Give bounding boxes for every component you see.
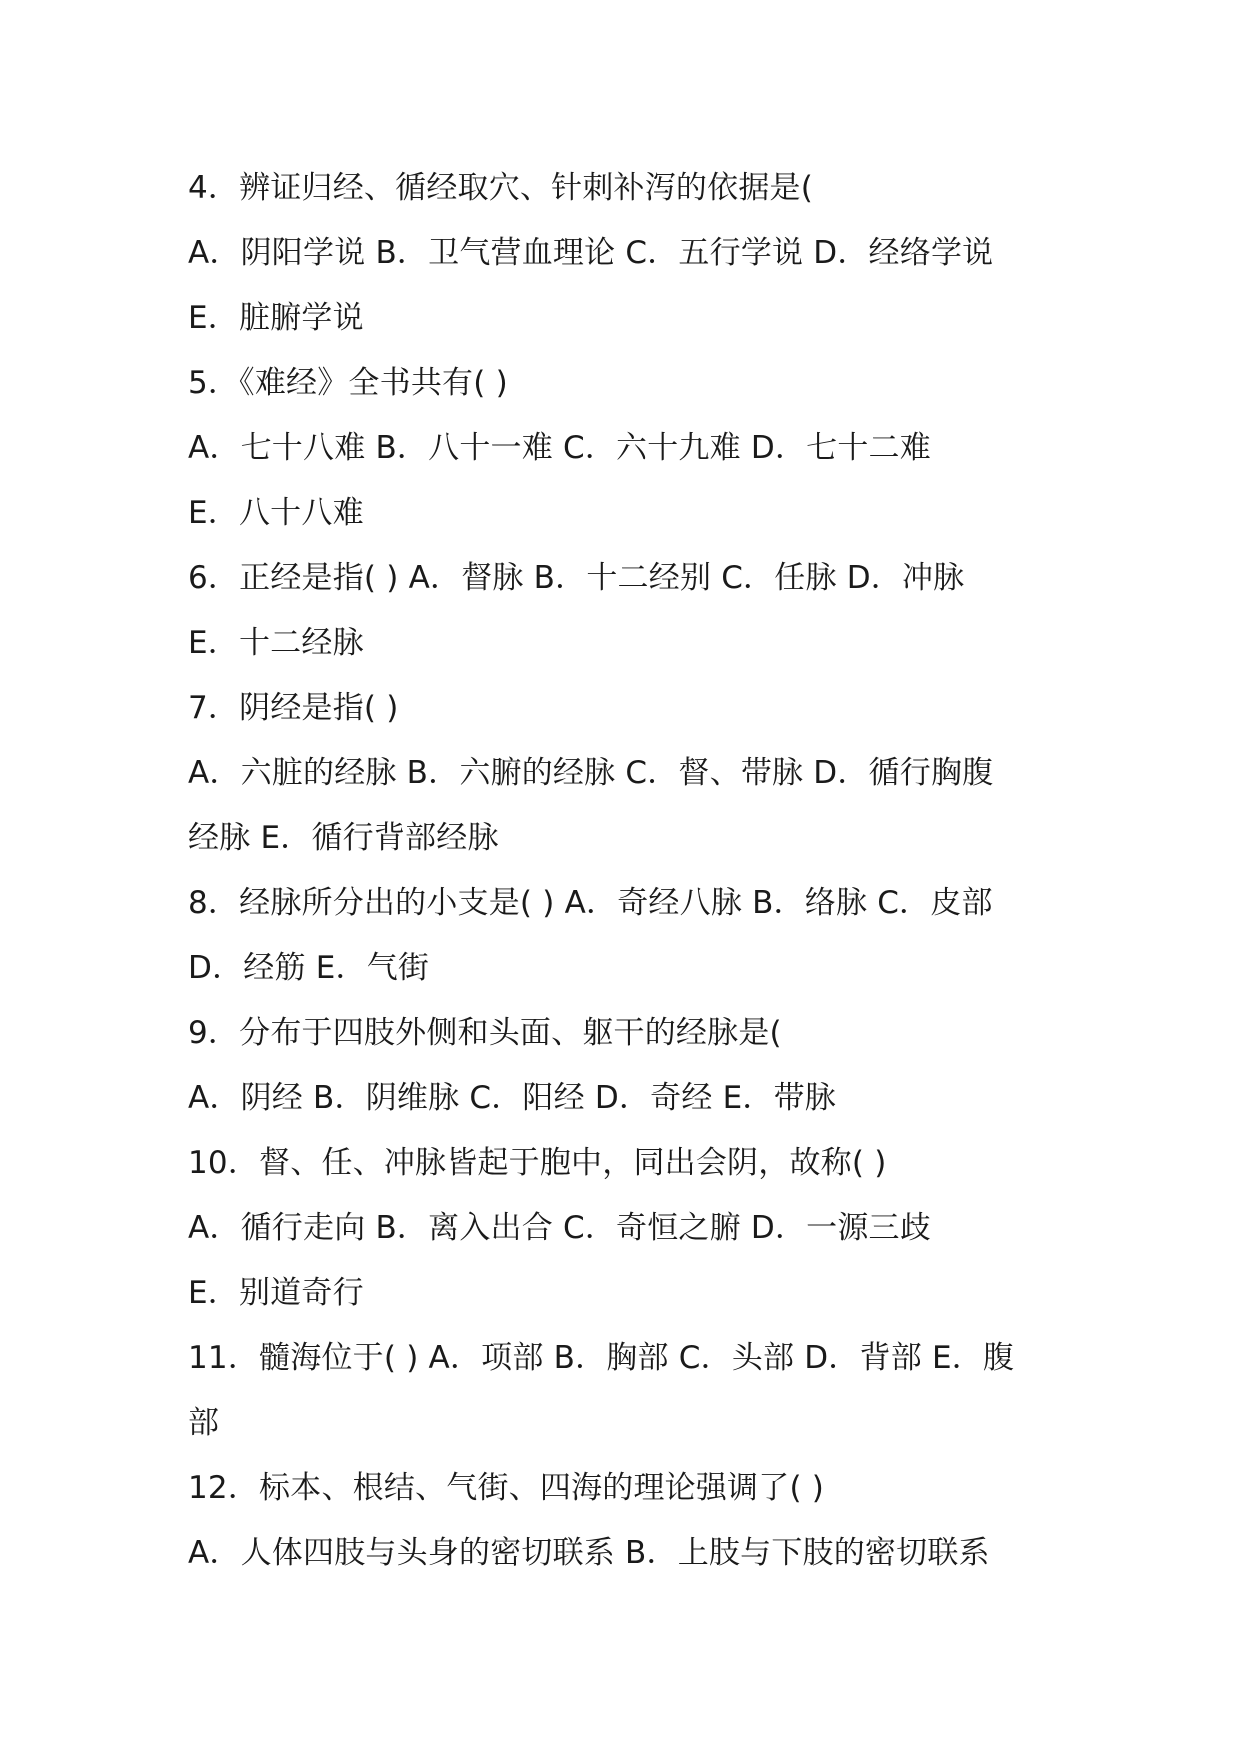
text-line: 部 [188,1405,220,1441]
text-line: 12．标本、根结、气街、四海的理论强调了( ) [188,1470,825,1506]
text-line: 7．阴经是指( ) [188,690,399,726]
text-line: 8．经脉所分出的小支是( ) A．奇经八脉 B．络脉 C．皮部 [188,885,993,921]
text-line: 5．《难经》全书共有( ) [188,365,508,401]
text-line: 4．辨证归经、循经取穴、针刺补泻的依据是( [188,170,814,206]
question-text-block [188,156,1088,1586]
text-line: 11．髓海位于( ) A．项部 B．胸部 C．头部 D．背部 E．腹 [188,1340,1015,1376]
text-line: A．循行走向 B．离入出合 C．奇恒之腑 D．一源三歧 [188,1210,931,1246]
text-line: A．阴阳学说 B．卫气营血理论 C．五行学说 D．经络学说 [188,235,994,271]
text-line: A．阴经 B．阴维脉 C．阳经 D．奇经 E．带脉 [188,1080,836,1116]
text-line: 经脉 E．循行背部经脉 [188,820,499,856]
text-line: E．十二经脉 [188,625,364,661]
text-line: A．人体四肢与头身的密切联系 B．上肢与下肢的密切联系 [188,1535,990,1571]
text-line: 9．分布于四肢外侧和头面、躯干的经脉是( [188,1015,782,1051]
text-line: D．经筋 E．气街 [188,950,430,986]
text-line: 10．督、任、冲脉皆起于胞中，同出会阴，故称( ) [188,1145,887,1181]
text-line: E．八十八难 [188,495,364,531]
text-line: A．六脏的经脉 B．六腑的经脉 C．督、带脉 D．循行胸腹 [188,755,994,791]
text-line: E．脏腑学说 [188,300,364,336]
text-line: E．别道奇行 [188,1275,364,1311]
text-line: 6．正经是指( ) A．督脉 B．十二经别 C．任脉 D．冲脉 [188,560,965,596]
text-line: A．七十八难 B．八十一难 C．六十九难 D．七十二难 [188,430,931,466]
